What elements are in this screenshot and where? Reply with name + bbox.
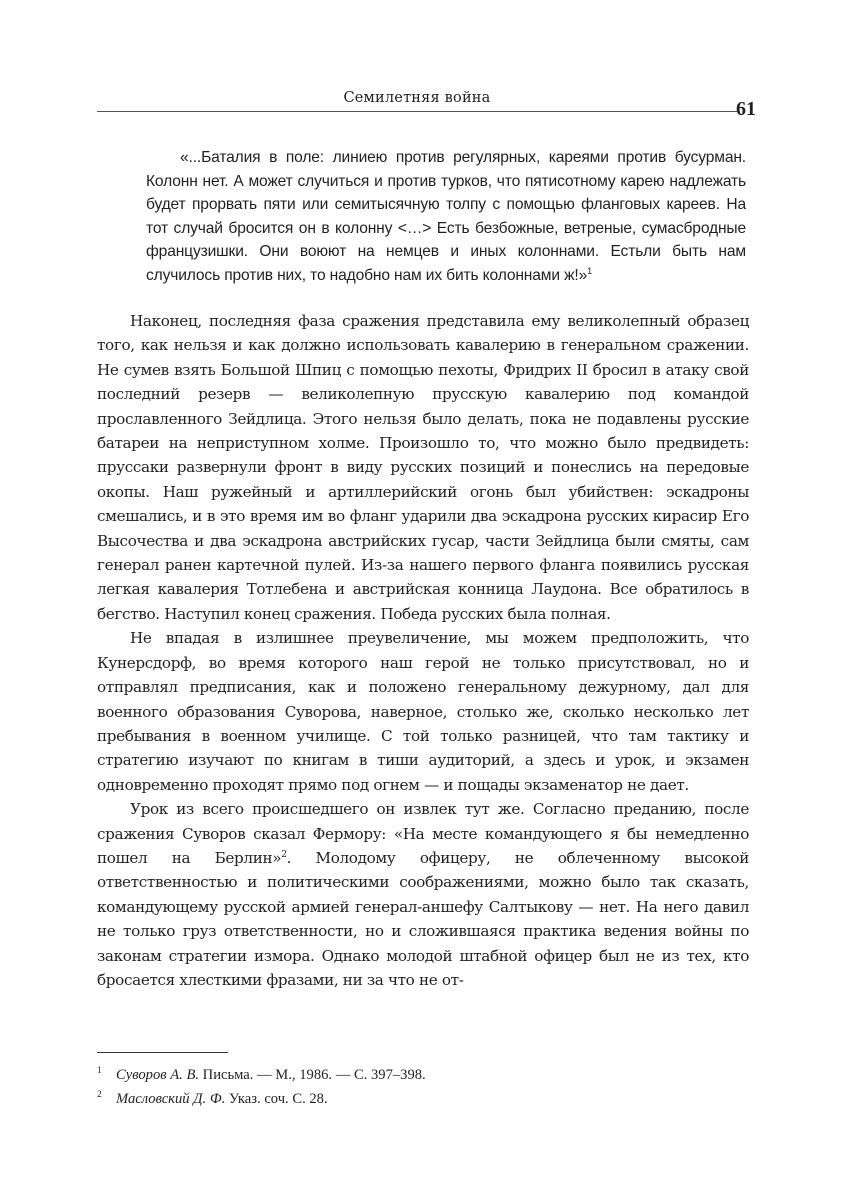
quote-text: «...Баталия в поле: линиею против регулярных, кареями против бусурман. Колонн нет. А может случиться и против турков, что пятисотному карею надлежать будет прорвать пяти или семитысячную толпу с помощью фланговых кареев. На тот случай бросится он в колонну <…> Есть безбожные, ветреные, сумасбродные французишки. Они воюют на немцев и иных колоннами. Естьли быть нам случилось против них, то надобно нам их бить колоннами ж!»: [146, 149, 746, 284]
paragraph-3-text-b: . Молодому офицеру, не облеченному высокой ответственностью и политическими соображениями, можно было так сказать, командующему русской армией генерал-аншефу Салтыкову — нет. На него давил не только груз ответственности, но и сложившаяся практика ведения войны по законам стратегии измора. Однако молодой штабной офицер был не из тех, кто бросается хлесткими фразами, ни за что не от-: [97, 848, 750, 989]
footnotes: [97, 1063, 747, 1111]
footnote-2-text: Указ. соч. С. 28.: [225, 1091, 328, 1107]
paragraph-3-text-a: Урок из всего происшедшего он извлек тут же. Согласно преданию, после сражения Суворов сказал Фермору: «На месте командующего я бы немедленно пошел на Берлин»: [97, 800, 749, 867]
quote-footnote-ref: 1: [587, 265, 592, 276]
header-rule: [97, 111, 737, 112]
footnote-rule: [97, 1052, 228, 1053]
running-title: Семилетняя война: [343, 90, 491, 106]
paragraph-1: Наконец, последняя фаза сражения представила ему великолепный образец того, как нельзя и как должно использовать кавалерию в генеральном сражении. Не сумев взять Большой Шпиц с помощью пехоты, Фридрих II бросил в атаку свой последний резерв — великолепную прусскую кавалерию под командой прославленного Зейдлица. Этого нельзя было делать, пока не подавлены русские батареи на неприступном холме. Произошло то, что можно было предвидеть: пруссаки развернули фронт в виду русских позиций и понеслись на передовые окопы. Наш ружейный и артиллерийский огонь был убийствен: эскадроны смешались, и в это время им во фланг ударили два эскадрона русских кирасир Его Высочества и два эскадрона австрийских гусар, части Зейдлица были смяты, сам генерал ранен картечной пулей. Из-за нашего первого фланга появились русская легкая кавалерия Тотлебена и австрийская конница Лаудона. Все обратилось в бегство. Наступил конец сражения. Победа русских была полная.: [97, 312, 749, 623]
quote-block: [146, 146, 746, 288]
main-text: [97, 309, 749, 992]
footnote-1: 1 Суворов А. В. Письма. — М., 1986. — С. 397–398.: [97, 1066, 426, 1083]
page-number: 61: [736, 98, 756, 120]
footnote-1-author: Суворов А. В.: [116, 1067, 200, 1083]
footnote-2-author: Масловский Д. Ф.: [116, 1091, 226, 1107]
running-head: [97, 88, 737, 112]
footnote-1-text: Письма. — М., 1986. — С. 397–398.: [199, 1067, 426, 1083]
footnote-2: 2 Масловский Д. Ф. Указ. соч. С. 28.: [97, 1090, 328, 1107]
paragraph-3-footnote-ref: 2: [281, 849, 287, 860]
paragraph-2: Не впадая в излишнее преувеличение, мы можем предположить, что Кунерсдорф, во время которого наш герой не только присутствовал, но и отправлял предписания, как и положено генеральному дежурному, дал для военного образования Суворова, наверное, столько же, сколько несколько лет пребывания в военном училище. С той только разницей, что там тактику и стратегию изучают по книгам в тиши аудиторий, а здесь и урок, и экзамен одновременно проходят прямо под огнем — и пощады экзаменатор не дает.: [97, 629, 749, 794]
paragraph-3: [97, 797, 749, 992]
